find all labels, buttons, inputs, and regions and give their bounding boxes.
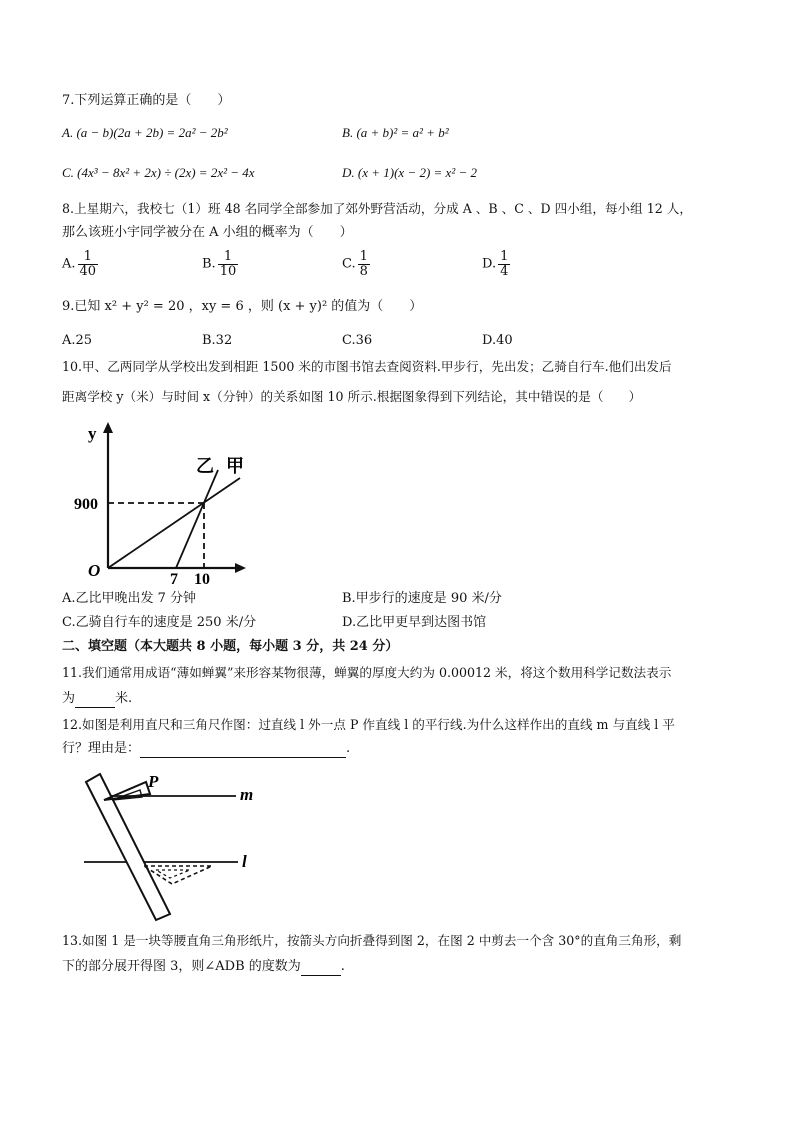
q7-option-d: D. (x + 1)(x − 2) = x² − 2 [342,165,478,180]
line-yi [176,470,218,568]
q8-option-a [62,250,98,279]
q11-stem-line1: 11.我们通常用成语“薄如蝉翼”来形容某物很薄，蝉翼的厚度大约为 0.00012 米，将这个数用科学记数法表示 [62,665,672,680]
set-square-top [104,782,150,800]
label-jia: 甲 [226,456,244,476]
x-tick-10: 10 [194,571,210,588]
q8-option-a-label: A. [62,256,76,272]
q10-option-c: C.乙骑自行车的速度是 250 米/分 [62,615,257,630]
q9-option-a: A.25 [62,333,93,348]
q13-line2-prefix: 下的部分展开得图 3，则∠ADB 的度数为 [62,959,301,974]
q8-stem-line1: 8.上星期六，我校七（1）班 48 名同学全部参加了郊外野营活动，分成 A 、B 、C 、D 四小组，每小组 12 人， [62,201,692,216]
q8-d-numerator: 1 [500,249,509,264]
q11-stem-line2 [62,690,132,708]
q8-b-numerator: 1 [218,250,239,265]
q8-c-numerator: 1 [359,249,368,264]
q12-line2-suffix: . [346,741,351,756]
q8-option-c [342,250,370,279]
y-axis-label: y [88,424,97,443]
q13-line2-suffix: . [340,959,345,974]
q8-option-b-label: B. [202,256,216,272]
q8-option-c-fraction [358,250,370,279]
q12-answer-blank [140,743,346,758]
q10-distance-time-graph [74,420,260,588]
q10-option-a: A.乙比甲晚出发 7 分钟 [62,591,197,606]
q7-option-b: B. (a + b)² = a² + b² [342,125,449,140]
q8-option-d-fraction [498,250,510,279]
q8-option-d-label: D. [482,256,497,272]
section-2-title: 二、填空题（本大题共 8 小题，每小题 3 分，共 24 分） [62,639,399,654]
x-tick-7: 7 [170,571,178,588]
q8-option-a-fraction [78,250,99,279]
label-p: P [148,772,159,791]
q9-option-d: D.40 [482,333,513,348]
set-square-bottom-inner [156,870,190,878]
y-tick-900: 900 [74,496,98,513]
q12-stem-line2 [62,740,350,758]
q10-stem-line2: 距离学校 y（米）与时间 x（分钟）的关系如图 10 所示.根据图象得到下列结论，其中错误的是（ ） [62,389,642,404]
q8-c-denominator: 8 [359,264,368,279]
q11-answer-blank [75,693,115,708]
q12-ruler-triangle-figure [80,770,270,922]
q8-option-b [202,250,238,279]
q10-option-d: D.乙比甲更早到达图书馆 [342,615,487,630]
label-l: l [242,852,247,871]
q9-option-b: B.32 [202,333,233,348]
origin-label: O [88,561,101,580]
label-m: m [240,785,254,804]
q8-a-numerator: 1 [78,250,99,265]
q11-line2-prefix: 为 [62,691,76,706]
q7-option-a: A. (a − b)(2a + 2b) = 2a² − 2b² [62,125,228,140]
q10-option-b: B.甲步行的速度是 90 米/分 [342,591,502,606]
q8-option-b-fraction [218,250,239,279]
q7-stem: 7.下列运算正确的是（ ） [62,93,231,108]
q8-d-denominator: 4 [500,264,509,279]
q8-option-d [482,250,510,279]
q13-answer-blank [301,961,341,976]
q8-a-denominator: 40 [79,264,97,279]
q10-stem-line1: 10.甲、乙两同学从学校出发到相距 1500 米的市图书馆去查阅资料.甲步行，先出发；乙骑自行车.他们出发后 [62,359,672,374]
q13-stem-line2 [62,958,345,976]
q8-option-c-label: C. [342,256,356,272]
q9-option-c: C.36 [342,333,373,348]
label-yi: 乙 [196,456,214,476]
q9-stem: 9.已知 x² + y² = 20 ，xy = 6 ，则 (x + y)² 的值为（ ） [62,299,423,314]
y-axis-arrow [103,422,113,433]
q7-option-c: C. (4x³ − 8x² + 2x) ÷ (2x) = 2x² − 4x [62,165,255,180]
x-axis-arrow [235,563,246,573]
q8-b-denominator: 10 [219,264,237,279]
line-jia [108,478,240,568]
q13-stem-line1: 13.如图 1 是一块等腰直角三角形纸片，按箭头方向折叠得到图 2，在图 2 中剪去一个含 30°的直角三角形，剩 [62,933,682,948]
q12-line2-prefix: 行？理由是： [62,741,141,756]
q12-stem-line1: 12.如图是利用直尺和三角尺作图：过直线 l 外一点 P 作直线 l 的平行线.为什么这样作出的直线 m 与直线 l 平 [62,717,675,732]
q11-line2-suffix: 米. [115,691,133,706]
q8-stem-line2: 那么该班小宇同学被分在 A 小组的概率为（ ） [62,225,353,240]
